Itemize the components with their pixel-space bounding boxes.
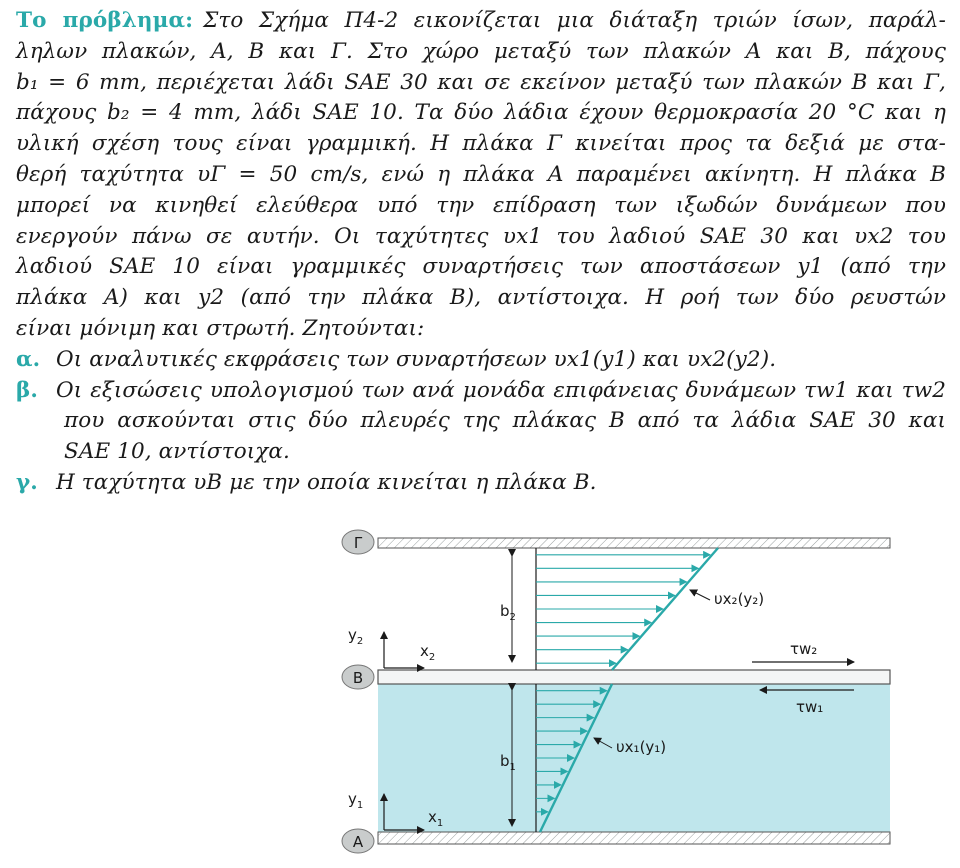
item-marker: γ. [16, 469, 38, 495]
axis-label-y2: $y_2$ [348, 626, 364, 647]
svg-text:A: A [352, 833, 364, 851]
paragraph-line-9: λαδιού SAE 10 είναι γραμμικές συναρτήσεις των αποστάσεων y1 (από την [16, 254, 946, 280]
paragraph-line-11: είναι μόνιμη και στρωτή. Ζητούνται: [16, 315, 425, 341]
item-alpha: α. Οι αναλυτικές εκφράσεις των συναρτήσεων υx1(y1) και υx2(y2). [16, 345, 946, 376]
gap-b2-label: $b_2$ [500, 602, 516, 623]
paragraph-line-4: πάχους b₂ = 4 mm, λάδι SAE 10. Τα δύο λάδια έχουν θερμοκρασία 20 °C και η [16, 100, 946, 126]
stress-label-lower: τw₁ [796, 698, 824, 716]
paragraph-line-1: Το πρόβλημα: Στο Σχήμα Π4-2 εικονίζεται μια διάταξη τριών ίσων, παράλ- [16, 8, 946, 33]
plate-middle [378, 670, 890, 684]
paragraph-line-3: b₁ = 6 mm, περιέχεται λάδι SAE 30 και σε εκείνον μεταξύ των πλακών Β και Γ, [16, 69, 946, 95]
plate-label-top [342, 530, 374, 554]
svg-text:B: B [352, 669, 364, 687]
paragraph-line-7: μπορεί να κινηθεί ελεύθερα υπό την επίδραση των ιξωδών δυνάμεων που [16, 192, 946, 218]
profile-label-upper: υx₂(y₂) [714, 590, 765, 608]
plate-label-middle [342, 665, 374, 689]
svg-text:Γ: Γ [353, 534, 363, 552]
axis-label-x1: $x_1$ [428, 808, 444, 829]
gap-b1-label: $b_1$ [500, 752, 516, 773]
item-beta: β. Οι εξισώσεις υπολογισμού των ανά μονάδα επιφάνειας δυνάμεων τw1 και τw2 [16, 376, 946, 407]
axis-label-y1: $y_1$ [348, 790, 364, 811]
profile-label-lower: υx₁(y₁) [616, 738, 667, 756]
plate-bottom [378, 832, 890, 844]
paragraph-line-6: θερή ταχύτητα υΓ = 50 cm/s, ενώ η πλάκα Α παραμένει ακίνητη. Η πλάκα Β [16, 161, 946, 187]
axis-label-x2: $x_2$ [420, 642, 436, 663]
paragraph-line-10: πλάκα Α) και y2 (από την πλάκα Β), αντίστοιχα. Η ροή των δύο ρευστών [16, 285, 946, 311]
paragraph-line-8: ενεργούν πάνω σε αυτήν. Οι ταχύτητες υx1 του λαδιού SAE 30 και υx2 του [16, 223, 946, 249]
plate-top [378, 538, 890, 548]
stress-label-upper: τw₂ [790, 640, 818, 658]
item-gamma: γ. Η ταχύτητα υΒ με την οποία κινείται η πλάκα Β. [16, 468, 946, 499]
item-marker: α. [16, 346, 41, 372]
paragraph-line-2: ληλων πλακών, Α, Β και Γ. Στο χώρο μεταξύ των πλακών Α και Β, πάχους [16, 38, 946, 64]
item-marker: β. [16, 377, 38, 403]
item-beta-line-2: που ασκούνται στις δύο πλευρές της πλάκας Β από τα λάδια SAE 30 και [64, 408, 946, 434]
paragraph-line-5: υλική σχέση τους είναι γραμμική. Η πλάκα Γ κινείται προς τα δεξιά με στα- [16, 131, 946, 157]
item-beta-line-3: SAE 10, αντίστοιχα. [64, 439, 290, 465]
plate-label-bottom [342, 829, 374, 853]
problem-heading: Το πρόβλημα: [16, 8, 194, 33]
